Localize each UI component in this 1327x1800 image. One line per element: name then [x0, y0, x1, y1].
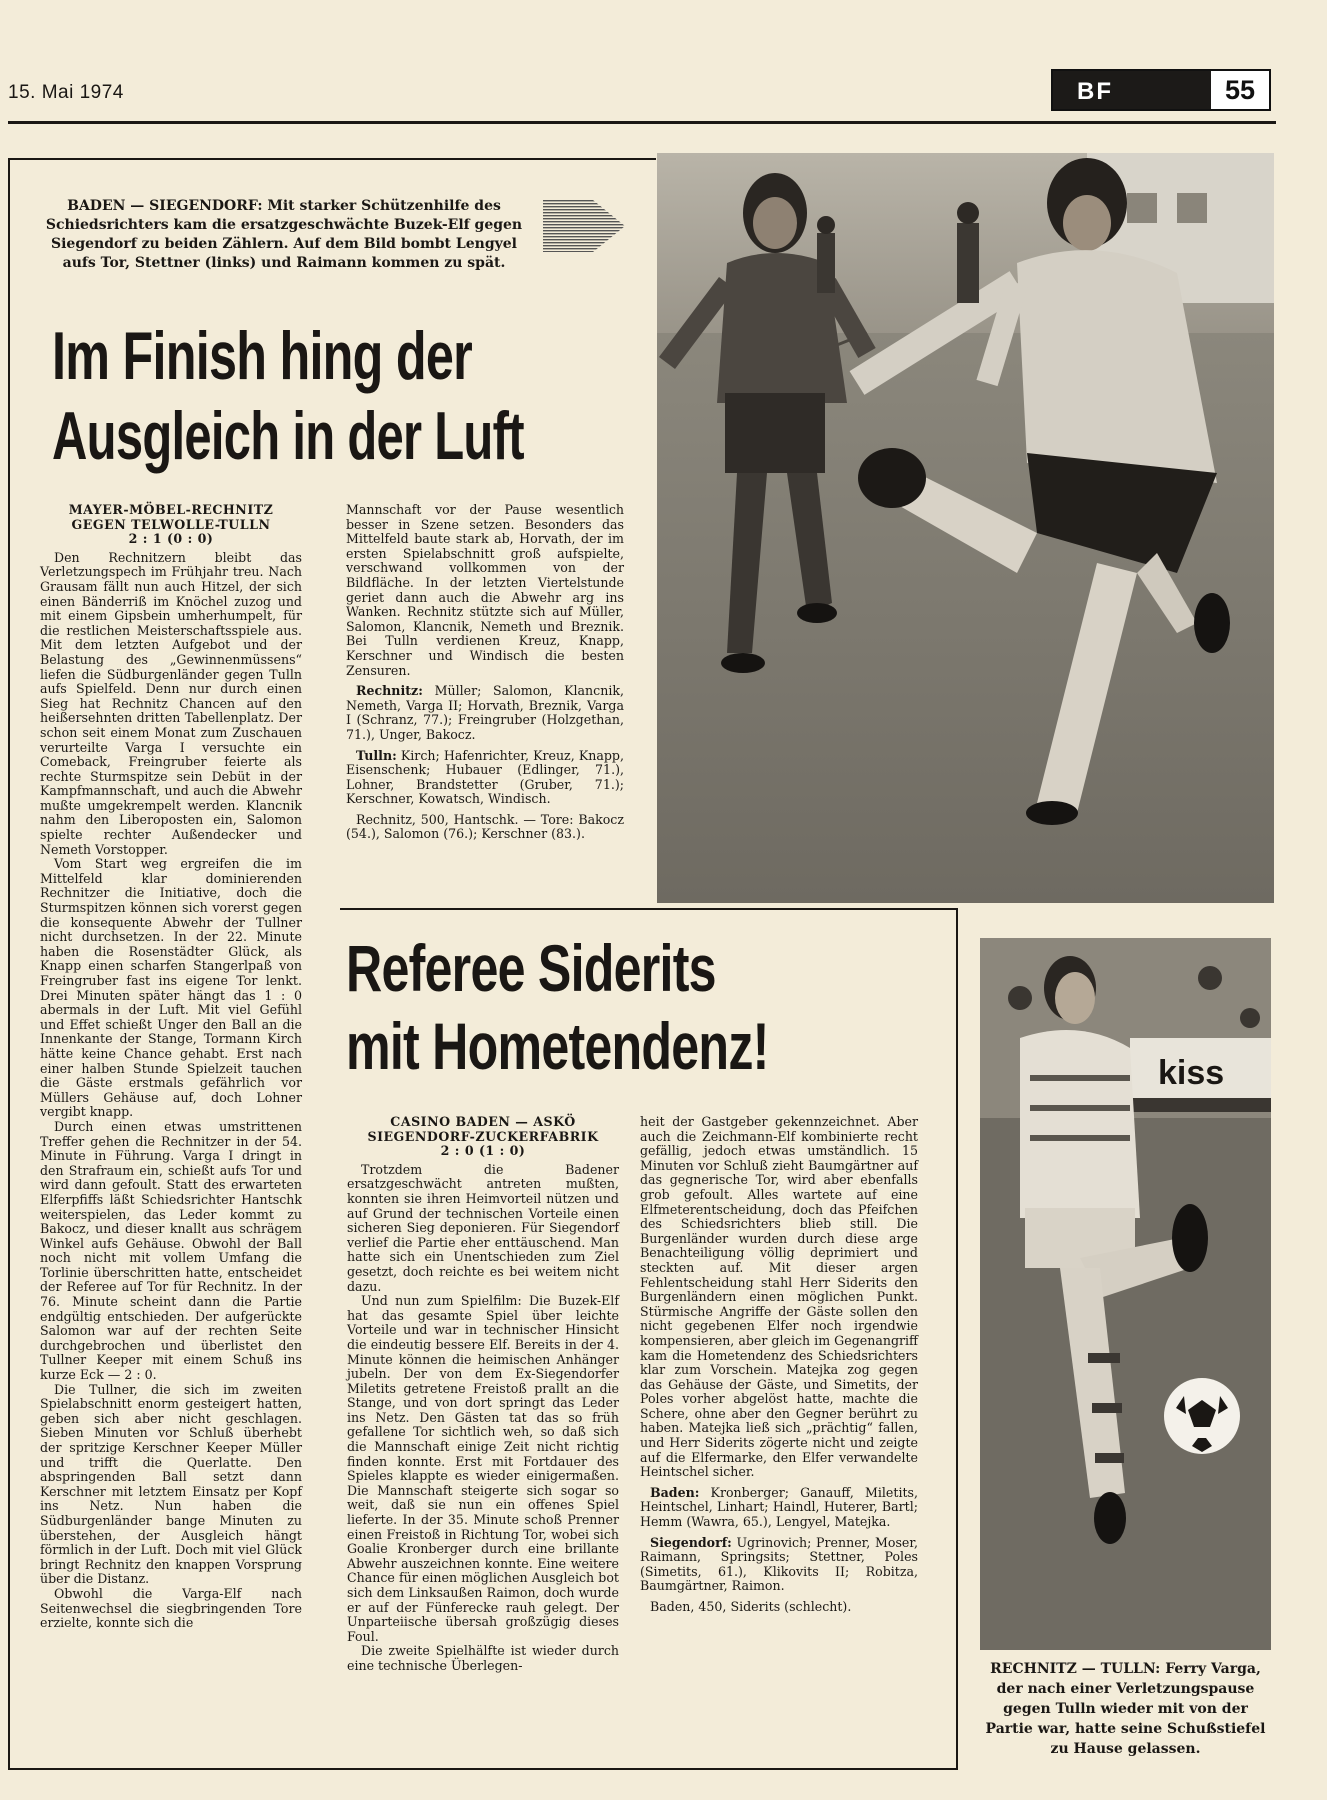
photo1-caption: BADEN — SIEGENDORF: Mit starker Schützenhilfe des Schiedsrichters kam die ersatzgeschwächte Buzek-Elf gegen Siegendorf zu beiden Zählern. Auf dem Bild bombt Lengyel aufs Tor, Stettner (links) und Raimann kommen zu spät. [45, 198, 523, 271]
article2-result-line: Baden, 450, Siderits (schlecht). [650, 1599, 852, 1614]
article1-paragraph: Den Rechnitzern bleibt das Verletzungspech im Frühjahr treu. Nach Grausam fällt nun auch Hitzel, der sich einen Bänderriß im Knöchel zuzog und mit einem Gipsbein umherhumpelt, für die restlichen Meisterschaftsspiele aus. Mit dem letzten Aufgebot und der Belastung des „Gewinnenmüssens“ liefen die Südburgenländer gegen Tulln aufs Spielfeld. Denn nur durch einen Sieg hat Rechnitz Chancen auf den heißersehnten dritten Tabellenplatz. Der schon seit einem Monat zum Zuschauen verurteilte Varga I versuchte ein Comeback, Freingruber feierte als rechte Sturmspitze sein Debüt in der Kampfmannschaft, und auch die Abwehr mußte umgekrempelt werden. Klancnik nahm den Liberoposten ein, Salomon spielte rechter Außendecker und Nemeth Vorstopper. [40, 549, 302, 857]
soccer-action-photo [657, 153, 1274, 903]
lineup-players: Müller; Salomon, Klancnik, Nemeth, Varga II; Horvath, Breznik, Varga I (Schranz, 77.); Freingruber (Holzgethan, 71.), Unger, Bakocz. [346, 683, 624, 742]
photo-rechnitz-tulln [980, 938, 1271, 1650]
frame-mid-horizontal-rule [340, 908, 958, 910]
issue-date: 15. Mai 1974 [8, 82, 124, 103]
frame-top-rule [8, 158, 656, 160]
article1-lineup-rechnitz [346, 684, 624, 742]
article1-paragraph: Vom Start weg ergreifen die im Mittelfeld klar dominierenden Rechnitzer die Initiative, doch die Sturmspitzen können sich vorerst gegen die konsequente Abwehr der Tullner nicht durchsetzen. In der 22. Minute haben die Rosenstädter Glück, als Knapp einen scharfen Stangerlpaß von Freingruber fast ins eigene Tor lenkt. Drei Minuten später hängt das 1 : 0 abermals in der Luft. Mit viel Gefühl und Effet schießt Unger den Ball an die Innenkante der Stange, Tormann Kirch hätte keine Chance gehabt. Erst nach einer halben Stunde Spielzeit tauchen die Gäste erstmals gefährlich vor Müllers Gehäuse auf, doch Lohner vergibt knapp. [40, 856, 302, 1120]
caption-arrow-icon [543, 200, 625, 252]
article1-headline-line2: Ausgleich in der Luft [52, 398, 524, 474]
article1-column1 [40, 503, 302, 1631]
article2-lineup-baden [640, 1486, 918, 1530]
article1-column2 [346, 503, 624, 842]
article1-match-title-2: GEGEN TELWOLLE-TULLN [71, 516, 271, 532]
lineup-label: Siegendorf: [650, 1534, 732, 1550]
article1-paragraph: Obwohl die Varga-Elf nach Seitenwechsel die siegbringenden Tore erzielte, konnte sich die [40, 1585, 302, 1631]
frame-mid-vertical-rule [956, 908, 958, 1770]
logo-text: BF [1077, 78, 1113, 105]
page-number: 55 [1211, 71, 1269, 109]
article2-match-title-2: SIEGENDORF-ZUCKERFABRIK [367, 1128, 599, 1144]
photo2-caption: RECHNITZ — TULLN: Ferry Varga, der nach einer Verletzungspause gegen Tulln wieder mit von der Partie war, hatte seine Schußstiefel zu Hause gelassen. [985, 1661, 1266, 1757]
article1-lineup-tulln [346, 749, 624, 807]
article2-score: 2 : 0 (1 : 0) [440, 1143, 526, 1159]
publication-logo [1051, 69, 1271, 111]
lineup-label: Baden: [650, 1484, 700, 1500]
lineup-label: Tulln: [356, 747, 397, 763]
article1-score: 2 : 1 (0 : 0) [128, 531, 214, 547]
article2-column2 [640, 1115, 918, 1615]
article1-headline-line1: Im Finish hing der [52, 318, 473, 394]
soccer-player-photo [980, 938, 1271, 1650]
stadium-banner-text: kiss [1158, 1054, 1225, 1092]
lineup-players: Kirch; Hafenrichter, Kreuz, Knapp, Eisenschenk; Hubauer (Edlinger, 71.), Lohner, Brandstetter (Gruber, 71.); Kerschner, Kowatsch, Windisch. [346, 747, 624, 807]
lineup-players: Kronberger; Ganauff, Miletits, Heintschel, Linhart; Haindl, Huterer, Bartl; Hemm (Wawra, 65.), Lengyel, Matejka. [640, 1484, 918, 1530]
header-rule [8, 121, 1276, 124]
article1-match-title-1: MAYER-MÖBEL-RECHNITZ [68, 502, 274, 517]
article1-result-line: Rechnitz, 500, Hantschk. — Tore: Bakocz (54.), Salomon (76.); Kerschner (83.). [346, 811, 624, 842]
article2-paragraph: Die zweite Spielhälfte ist wieder durch eine technische Überlegen- [347, 1643, 619, 1673]
lineup-players: Ugrinovich; Prenner, Moser, Raimann, Springsits; Stettner, Poles (Simetits, 61.), Klikovits II; Robitza, Baumgärtner, Raimon. [640, 1534, 918, 1594]
frame-bottom-rule [8, 1768, 958, 1770]
article2-headline-line1: Referee Siderits [346, 931, 716, 1005]
article1-paragraph: Die Tullner, die sich im zweiten Spielabschnitt enorm gesteigert hatten, geben sich aber nicht geschlagen. Sieben Minuten vor Schluß überhebt der spritzige Kerschner Keeper Müller und trifft die Querlatte. Den abspringenden Ball setzt dann Kerschner mit letztem Einsatz per Kopf ins Netz. Nun haben die Südburgenländer bange Minuten zu überstehen, der Ausgleich hängt förmlich in der Luft. Doch mit viel Glück bringt Rechnitz den knappen Vorsprung über die Distanz. [40, 1381, 302, 1587]
article2-lineup-siegendorf [640, 1536, 918, 1594]
frame-left-rule [8, 158, 10, 1770]
photo-baden-siegendorf [657, 153, 1274, 903]
article2-paragraph: Trotzdem die Badener ersatzgeschwächt antreten mußten, konnten sie ihren Heimvorteil nützen und auf Grund der technischen Vorteile einen sicheren Sieg deponieren. Für Siegendorf verlief die Partie eher enttäuschend. Man hatte sich ein Unentschieden zum Ziel gesetzt, doch reichte es bei weitem nicht dazu. [347, 1161, 619, 1294]
lineup-label: Rechnitz: [356, 683, 423, 699]
article2-column1 [347, 1115, 619, 1674]
article1-paragraph: Mannschaft vor der Pause wesentlich besser in Szene setzen. Besonders das Mittelfeld baute stark ab, Horvath, der im ersten Spielabschnitt groß aufspielte, verschwand vollkommen von der Bildfläche. In der letzten Viertelstunde geriet dann auch die Abwehr arg ins Wanken. Rechnitz stützte sich auf Müller, Salomon, Klancnik, Nemeth und Breznik. Bei Tulln verdienen Kreuz, Knapp, Kerschner und Windisch die besten Zensuren. [346, 502, 624, 678]
article2-paragraph: heit der Gastgeber gekennzeichnet. Aber auch die Zeichmann-Elf kombinierte recht gefällig, jedoch etwas umständlich. 15 Minuten vor Schluß zieht Baumgärtner auf das gegnerische Tor, wird aber ebenfalls grob gefoult. Alles wartete auf eine Elfmeterentscheidung, doch das Pfeifchen des Schiedsrichters blieb still. Die Burgenländer wurden durch diese arge Benachteiligung völlig deprimiert und steckten auf. Mit dieser argen Fehlentscheidung stahl Herr Siderits den Burgenländern einen möglichen Punkt. Stürmische Angriffe der Gäste sollen den nicht gegebenen Elfer noch irgendwie kompensieren, aber gleich im Gegenangriff kam die Hometendenz des Schiedsrichters klar zum Vorschein. Matejka zog gegen das Gehäuse der Gäste, und Simetits, der Poles vorher abgelöst hatte, machte die Schere, ohne aber den Gegner berührt zu haben. Matejka ließ sich „prächtig“ fallen, und Herr Siderits zögerte nicht und zeigte auf die Elfermarke, den Elfer verwandelte Heintschel sicher. [640, 1114, 918, 1480]
article2-match-title-1: CASINO BADEN — ASKÖ [390, 1114, 576, 1129]
article2-headline-line2: mit Hometendenz! [346, 1009, 769, 1083]
article2-paragraph: Und nun zum Spielfilm: Die Buzek-Elf hat das gesamte Spiel über leichte Vorteile und war in technischer Hinsicht die eindeutig bessere Elf. Bereits in der 4. Minute können die heimischen Anhänger jubeln. Der von dem Ex-Siegendorfer Miletits getretene Freistoß prallt an die Stange, und von dort springt das Leder ins Netz. Den Gästen tat das so früh gefallene Tor sichtlich weh, so daß sich die Mannschaft einige Zeit nicht richtig finden konnte. Erst mit Fortdauer des Spieles klappte es wieder einigermaßen. Die Mannschaft steigerte sich sogar so weit, daß sie nun ein offenes Spiel lieferte. In der 35. Minute schoß Prenner einen Freistoß in Richtung Tor, wobei sich Goalie Kronberger durch eine brillante Abwehr auszeichnen konnte. Eine weitere Chance für einen möglichen Ausgleich bot sich dem Linksaußen Raimon, doch wurde er auf der Fünferecke rauh gelegt. Der Unparteiische übersah großzügig dieses Foul. [347, 1293, 619, 1644]
article1-paragraph: Durch einen etwas umstrittenen Treffer gehen die Rechnitzer in der 54. Minute in Führung. Varga I dringt in den Strafraum ein, schießt aufs Tor und wird dann gefoult. Statt des erwarteten Elferpfiffs läßt Schiedsrichter Hantschk weiterspielen, das Leder kommt zu Bakocz, und dieser knallt aus schrägem Winkel aufs Gehäuse. Obwohl der Ball noch nicht mit vollem Umfang die Torlinie überschritten hatte, entscheidet der Referee auf Tor für Rechnitz. In der 76. Minute scheint dann die Partie endgültig entschieden. Der aufgerückte Salomon war auf der rechten Seite durchgebrochen und überlistet den Tullner Keeper mit einem Schuß ins kurze Eck — 2 : 0. [40, 1118, 302, 1383]
